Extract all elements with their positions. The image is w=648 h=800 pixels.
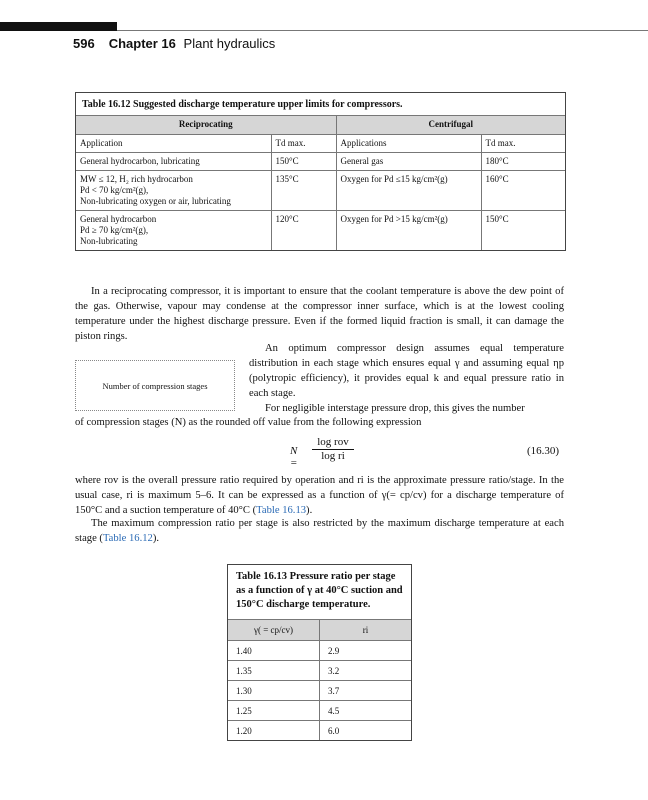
table-cell: General gas bbox=[336, 153, 481, 171]
table-cell: 150°C bbox=[271, 153, 336, 171]
equation-number: (16.30) bbox=[527, 445, 560, 457]
table-cell: 180°C bbox=[481, 153, 565, 171]
table-16-12 bbox=[75, 92, 566, 251]
header-bar bbox=[0, 22, 117, 31]
equation-fraction bbox=[312, 436, 354, 462]
paragraph-1: In a reciprocating compressor, it is important to ensure that the coolant temperature is above the dew point of the gas. Otherwise, vapour may condense at the compressor inner surface, which is at the lowest cooling temperature under the highest discharge pressure. Even if the formed liquid fraction is small, it can damage the piston rings. bbox=[75, 286, 564, 342]
table-cell: 1.30 bbox=[228, 681, 320, 701]
margin-note: Number of compression stages bbox=[102, 380, 208, 391]
paragraph-2: An optimum compressor design assumes equal temperature distribution in each stage which ensures equal γ and assuming equal ηp (polytropic efficiency), it provides equal k and equal pressure ratio in each stage. bbox=[249, 343, 564, 399]
page-number: 596 bbox=[73, 36, 95, 51]
table-row bbox=[76, 211, 565, 251]
paragraph-4: where rov is the overall pressure ratio required by operation and ri is the approximate pressure ratio/stage. In the usual case, ri is maximum 5–6. It can be expressed as a function of γ(= cp/cv) for a discharge temperature of 150°C and a suction temperature of 40°C (Table 16.13). bbox=[75, 475, 564, 516]
col-header: Td max. bbox=[481, 135, 565, 153]
table-cell: 1.40 bbox=[228, 641, 320, 661]
table-row bbox=[76, 171, 565, 211]
header-rule bbox=[117, 30, 648, 31]
table-cell: 135°C bbox=[271, 171, 336, 211]
col-header: Application bbox=[76, 135, 271, 153]
table-caption: Table 16.12 Suggested discharge temperature upper limits for compressors. bbox=[82, 99, 403, 110]
paragraph-3b: of compression stages (N) as the rounded off value from the following expression bbox=[75, 417, 422, 428]
table-row bbox=[228, 701, 411, 721]
table-16-13 bbox=[227, 564, 412, 741]
equation-lhs: N = bbox=[290, 445, 298, 469]
table-cell: 1.25 bbox=[228, 701, 320, 721]
table-cell: 1.20 bbox=[228, 721, 320, 741]
table-cell: 3.2 bbox=[320, 661, 412, 681]
table-cell: 120°C bbox=[271, 211, 336, 251]
table-row bbox=[228, 681, 411, 701]
chapter-label: Chapter 16 bbox=[108, 36, 176, 51]
table-cell: 2.9 bbox=[320, 641, 412, 661]
col-header: Td max. bbox=[271, 135, 336, 153]
chapter-title: Plant hydraulics bbox=[183, 36, 276, 51]
col-header: ri bbox=[320, 620, 412, 641]
table-cell: MW ≤ 12, H₂ rich hydrocarbon Pd < 70 kg/cm²(g), Non-lubricating oxygen or air, lubricating bbox=[76, 171, 271, 211]
table-row bbox=[228, 641, 411, 661]
table-cell: 4.5 bbox=[320, 701, 412, 721]
table-row bbox=[228, 661, 411, 681]
running-header bbox=[73, 36, 275, 51]
col-header: γ( = cp/cv) bbox=[228, 620, 320, 641]
group-header-reciprocating: Reciprocating bbox=[76, 116, 336, 135]
paragraph-3a: For negligible interstage pressure drop, this gives the number bbox=[265, 403, 525, 414]
link-table-16-12[interactable]: Table 16.12 bbox=[102, 533, 153, 544]
table-cell: General hydrocarbon, lubricating bbox=[76, 153, 271, 171]
equation-numerator: log rov bbox=[312, 436, 354, 450]
table-cell: 1.35 bbox=[228, 661, 320, 681]
table-cell: 150°C bbox=[481, 211, 565, 251]
table-cell: Oxygen for Pd ≤15 kg/cm²(g) bbox=[336, 171, 481, 211]
group-header-centrifugal: Centrifugal bbox=[336, 116, 565, 135]
margin-note-box bbox=[75, 360, 235, 411]
equation-denominator: log ri bbox=[321, 450, 345, 462]
paragraph-5: The maximum compression ratio per stage is also restricted by the maximum discharge temperature at each stage (Table 16.12). bbox=[75, 518, 564, 544]
table-row bbox=[228, 721, 411, 741]
link-table-16-13[interactable]: Table 16.13 bbox=[256, 505, 307, 516]
table-cell: 160°C bbox=[481, 171, 565, 211]
table-row bbox=[76, 153, 565, 171]
table-caption: Table 16.13 Pressure ratio per stage as a function of γ at 40°C suction and 150°C discharge temperature. bbox=[236, 571, 403, 610]
table-cell: Oxygen for Pd >15 kg/cm²(g) bbox=[336, 211, 481, 251]
table-cell: 3.7 bbox=[320, 681, 412, 701]
table-cell: General hydrocarbon Pd ≥ 70 kg/cm²(g), Non-lubricating bbox=[76, 211, 271, 251]
col-header: Applications bbox=[336, 135, 481, 153]
table-cell: 6.0 bbox=[320, 721, 412, 741]
